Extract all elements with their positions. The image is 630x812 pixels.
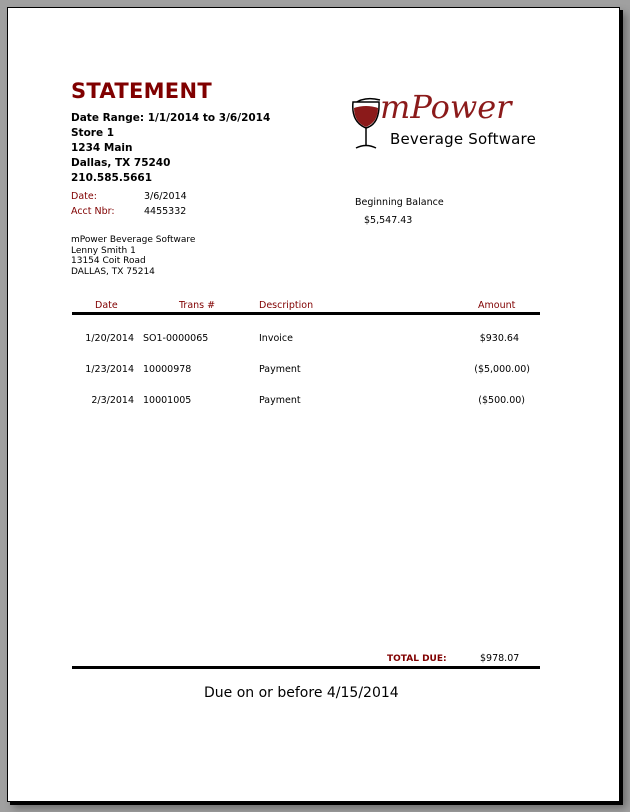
total-due-label: TOTAL DUE: [387,654,447,664]
row-date: 2/3/2014 [91,395,134,406]
row-description: Payment [259,395,301,406]
customer-company: mPower Beverage Software [71,235,196,245]
mpower-logo [350,88,540,158]
logo-tagline: Beverage Software [390,130,537,148]
row-date: 1/20/2014 [85,333,134,344]
date-value: 3/6/2014 [144,191,187,202]
total-divider [72,666,540,669]
due-date-note: Due on or before 4/15/2014 [204,685,399,701]
date-label: Date: [71,191,97,202]
row-description: Payment [259,364,301,375]
row-description: Invoice [259,333,293,344]
col-header-trans: Trans # [179,300,216,311]
beginning-balance-value: $5,547.43 [364,215,413,226]
row-amount: ($5,000.00) [474,364,530,375]
logo-brand: mPower [380,88,512,126]
col-header-date: Date [95,300,118,311]
page-title: STATEMENT [71,79,212,103]
store-city-state-zip: Dallas, TX 75240 [71,157,171,169]
customer-address-block [71,235,195,277]
acct-nbr-label: Acct Nbr: [71,206,115,217]
store-address: 1234 Main [71,142,133,154]
store-name: Store 1 [71,127,115,139]
row-trans: 10001005 [143,395,192,406]
row-date: 1/23/2014 [85,364,134,375]
row-amount: $930.64 [479,333,519,344]
customer-city-state-zip: DALLAS, TX 75214 [71,266,155,277]
col-header-amount: Amount [478,300,516,311]
beginning-balance-label: Beginning Balance [355,197,444,208]
header-divider [72,312,540,315]
customer-street: 13154 Coit Road [71,256,146,266]
total-due-value: $978.07 [480,653,520,664]
acct-nbr-value: 4455332 [144,206,187,217]
row-amount: ($500.00) [478,395,525,406]
statement-page [7,7,620,802]
customer-contact: Lenny Smith 1 [71,245,136,256]
date-range: Date Range: 1/1/2014 to 3/6/2014 [71,112,271,124]
row-trans: SO1-0000065 [143,333,209,344]
col-header-description: Description [259,300,314,311]
row-trans: 10000978 [143,364,192,375]
store-phone: 210.585.5661 [71,172,153,184]
